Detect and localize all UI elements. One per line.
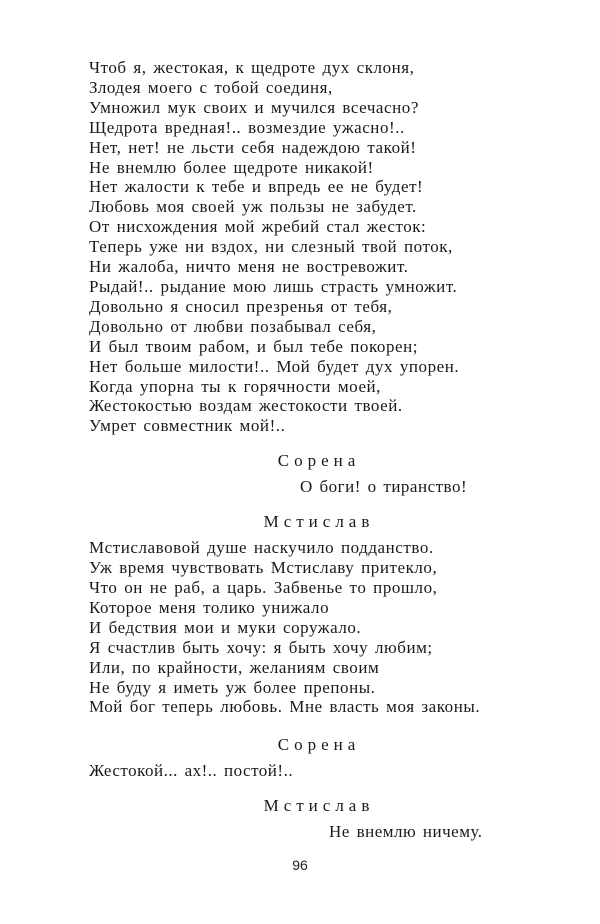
verse-line: Нет, нет! не льсти себя надеждою такой! — [89, 137, 417, 157]
speaker-name-sorena: Сорена — [277, 451, 361, 471]
verse-line: Жестокостью воздам жестокости твоей. — [89, 396, 403, 416]
verse-line: Умрет совместник мой!.. — [89, 416, 286, 436]
verse-line: Не буду я иметь уж более препоны. — [89, 677, 376, 697]
verse-line: Нет больше милости!.. Мой будет дух упорен. — [89, 356, 460, 376]
verse-line: Мстиславовой душе наскучило подданство. — [89, 538, 434, 558]
verse-line: Ни жалоба, ничто меня не востревожит. — [89, 257, 409, 277]
verse-line: От нисхождения мой жребий стал жесток: — [89, 217, 427, 237]
book-page — [89, 58, 519, 842]
verse-line: Довольно я сносил презренья от тебя, — [89, 296, 393, 316]
verse-line: Я счастлив быть хочу: я быть хочу любим; — [89, 637, 433, 657]
verse-line: Щедрота вредная!.. возмездие ужасно!.. — [89, 117, 405, 137]
verse-line: Которое меня толико унижало — [89, 597, 330, 617]
speaker-name-sorena: Сорена — [277, 735, 361, 755]
verse-line: Когда упорна ты к горячности моей, — [89, 376, 381, 396]
verse-block-mstislav-1 — [89, 58, 519, 436]
verse-line: Злодея моего с тобой соединя, — [89, 77, 333, 97]
speaker-name-mstislav: Мстислав — [263, 512, 375, 532]
verse-line: Жестокой... ах!.. постой!.. — [89, 761, 294, 781]
verse-line: Не внемлю более щедроте никакой! — [89, 157, 374, 177]
verse-line: Чтоб я, жестокая, к щедроте дух склоня, — [89, 58, 415, 77]
verse-line: Нет жалости к тебе и впредь ее не будет! — [89, 177, 424, 197]
page-number: 96 — [292, 857, 308, 873]
verse-line: Рыдай!.. рыдание мою лишь страсть умножит. — [89, 276, 458, 296]
verse-line: Уж время чувствовать Мстиславу притекло, — [89, 558, 438, 578]
verse-line: Или, по крайности, желаниям своим — [89, 657, 380, 677]
verse-line: Довольно от любви позабывал себя, — [89, 316, 377, 336]
verse-line: Мой бог теперь любовь. Мне власть моя законы. — [89, 697, 481, 717]
verse-line: И был твоим рабом, и был тебе покорен; — [89, 336, 419, 356]
verse-line-continuation: Не внемлю ничему. — [329, 822, 483, 842]
verse-line: Что он не раб, а царь. Забвенье то прошло, — [89, 578, 438, 598]
verse-line: Теперь уже ни вздох, ни слезный твой поток, — [89, 237, 453, 257]
speaker-name-mstislav: Мстислав — [263, 796, 375, 816]
verse-line-continuation: О боги! о тиранство! — [300, 477, 468, 497]
verse-block-mstislav-2 — [89, 538, 519, 717]
verse-line: И бедствия мои и муки соружало. — [89, 617, 362, 637]
verse-line: Умножил мук своих и мучился всечасно? — [89, 97, 419, 117]
verse-line: Любовь моя своей уж пользы не забудет. — [89, 197, 417, 217]
